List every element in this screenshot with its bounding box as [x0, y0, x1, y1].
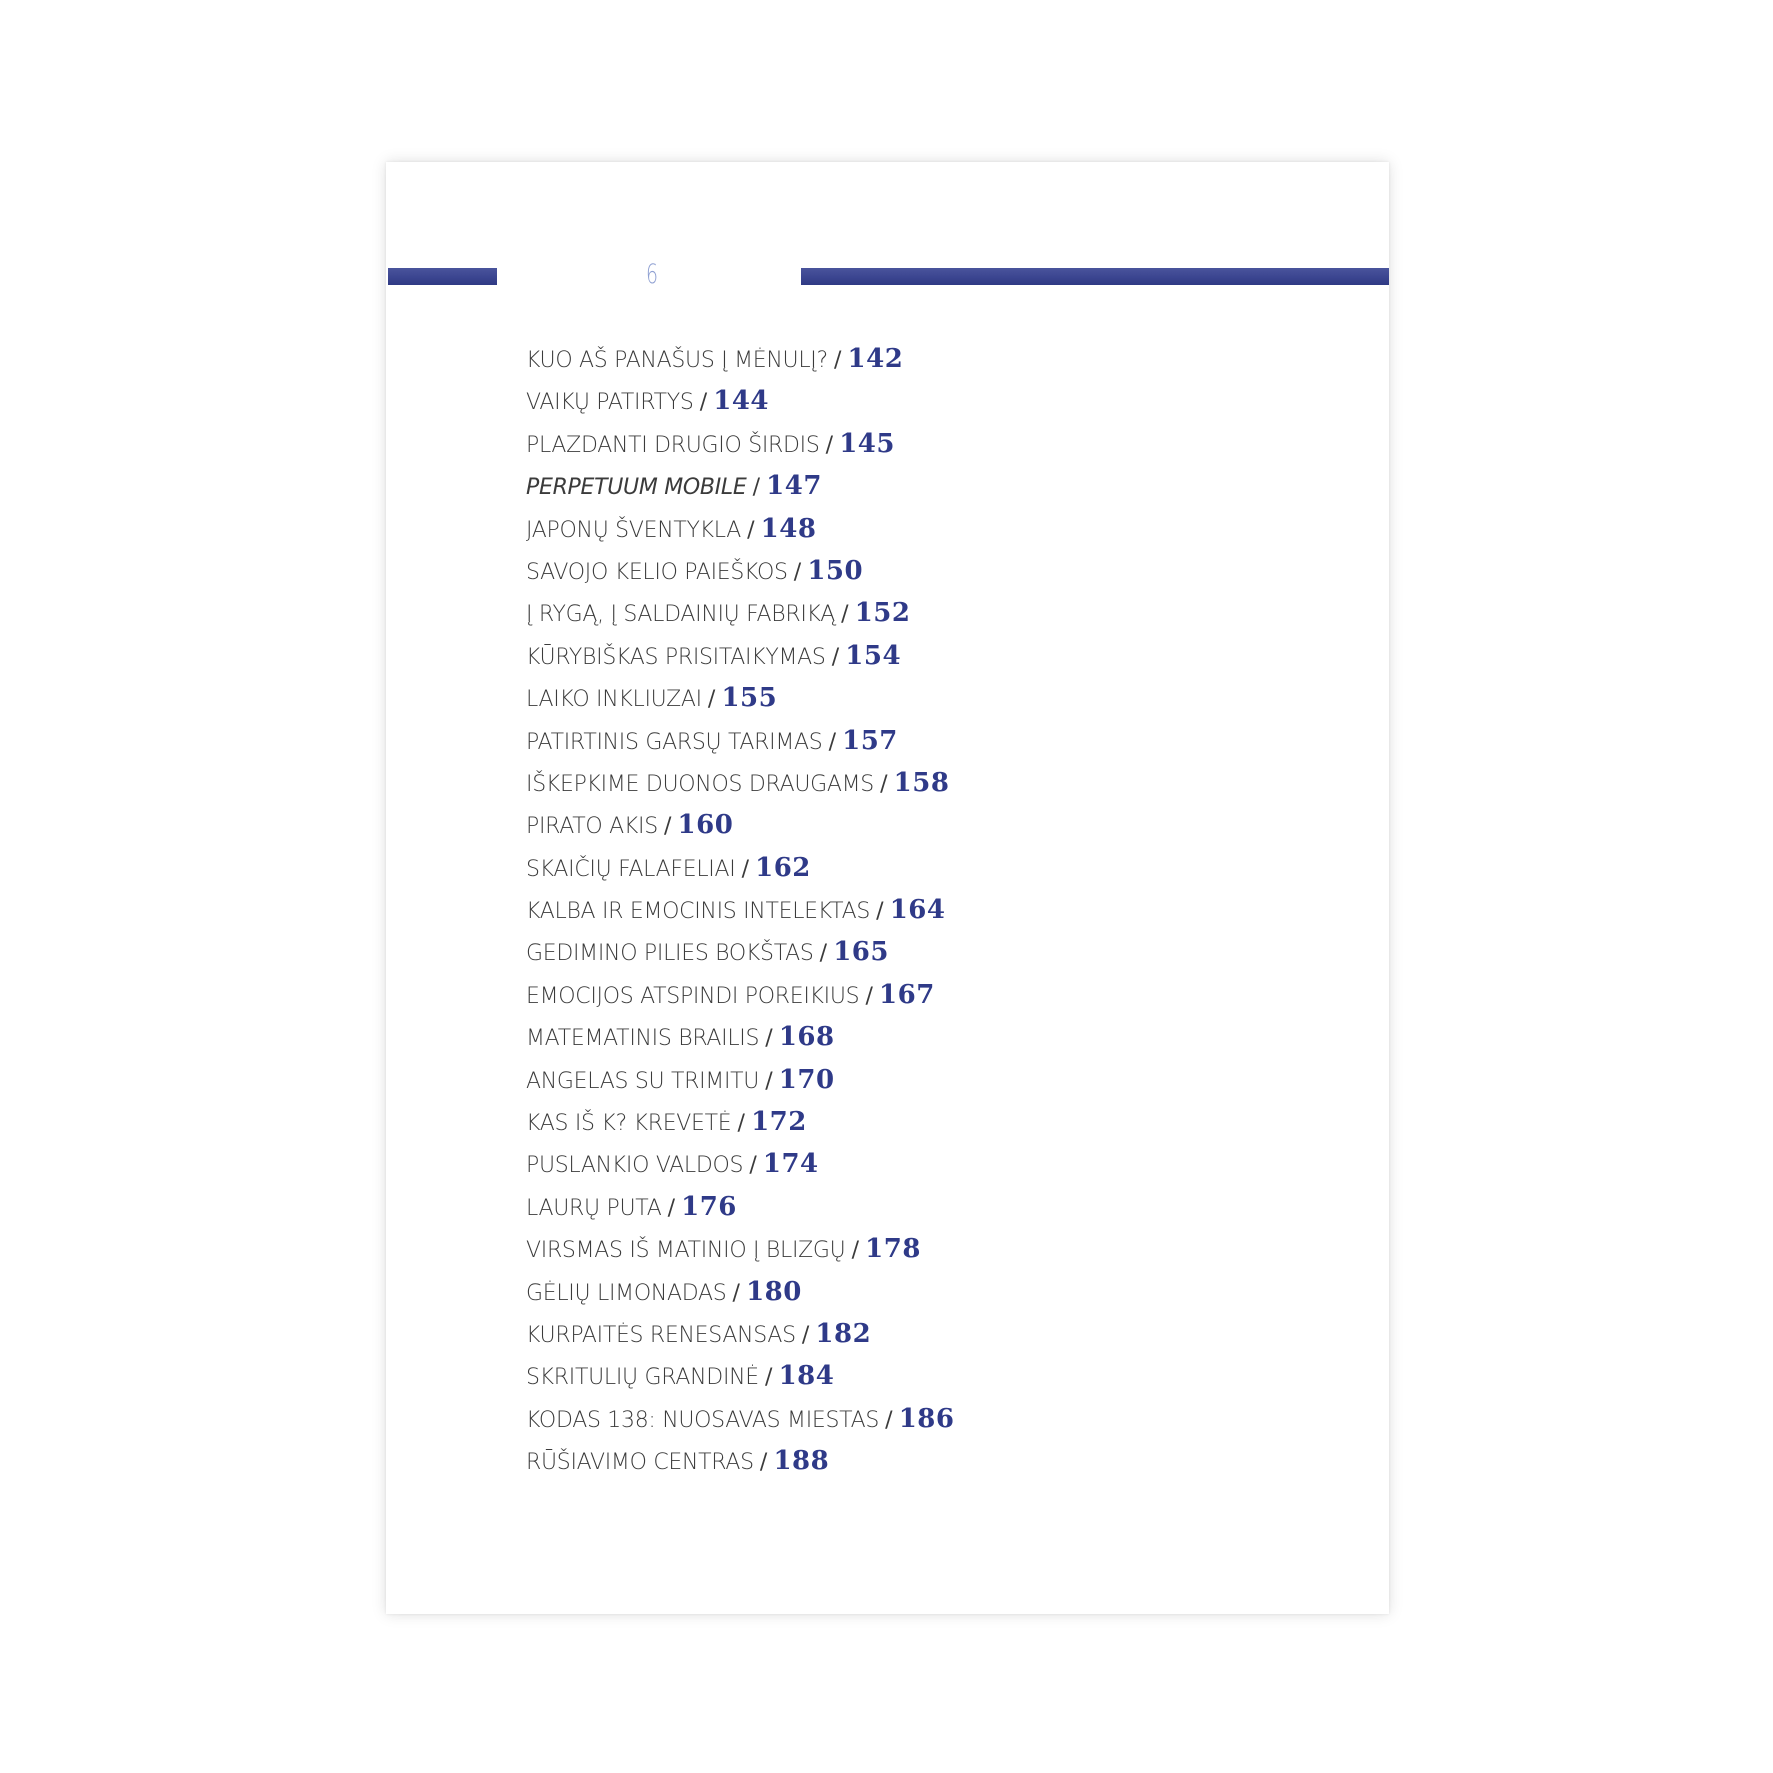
toc-entry [526, 762, 954, 804]
toc-entry-page-number: 180 [746, 1276, 802, 1307]
toc-entry-title: LAURŲ PUTA [526, 1195, 662, 1221]
toc-entry-page-number: 154 [845, 640, 902, 671]
toc-entry [526, 423, 954, 465]
toc-entry [526, 1186, 954, 1228]
toc-entry-page-number: 174 [762, 1149, 819, 1180]
toc-entry-separator: / [667, 1195, 675, 1221]
toc-entry-title: SKRITULIŲ GRANDINĖ [526, 1365, 759, 1391]
toc-entry-separator: / [765, 1068, 773, 1094]
toc-entry [526, 338, 954, 380]
toc-entry-title: KŪRYBIŠKAS PRISITAIKYMAS [526, 644, 826, 670]
toc-entry-page-number: 182 [815, 1318, 872, 1349]
toc-entry-title: PERPETUUM MOBILE [526, 475, 747, 501]
toc-entry-page-number: 178 [865, 1234, 921, 1265]
toc-entry [526, 1440, 954, 1482]
toc-entry-separator: / [749, 1153, 757, 1179]
toc-entry-title: KALBA IR EMOCINIS INTELEKTAS [526, 899, 871, 925]
table-of-contents [526, 338, 954, 1483]
toc-entry-title: SAVOJO KELIO PAIEŠKOS [526, 559, 788, 585]
toc-entry-title: KAS IŠ K? KREVETĖ [526, 1111, 732, 1137]
toc-entry-title: MATEMATINIS BRAILIS [526, 1026, 760, 1052]
toc-entry [526, 465, 954, 507]
toc-entry-separator: / [825, 432, 834, 458]
toc-entry-title: JAPONŲ ŠVENTYKLA [526, 517, 741, 543]
toc-entry [526, 1228, 954, 1270]
toc-entry-separator: / [765, 1026, 773, 1052]
toc-entry-page-number: 150 [807, 555, 864, 586]
toc-entry-title: PIRATO AKIS [526, 814, 658, 840]
toc-entry [526, 1143, 954, 1185]
toc-entry [526, 1398, 954, 1440]
toc-entry [526, 931, 954, 973]
toc-entry-page-number: 155 [721, 683, 778, 714]
toc-entry-title: ANGELAS SU TRIMITU [526, 1068, 760, 1094]
toc-entry-title: KUO AŠ PANAŠUS Į MĖNULĮ? [526, 348, 828, 373]
toc-entry-title: KURPAITĖS RENESANSAS [526, 1322, 796, 1348]
toc-entry-title: PATIRTINIS GARSŲ TARIMAS [526, 729, 823, 755]
toc-entry-title: VAIKŲ PATIRTYS [526, 390, 694, 416]
toc-entry-page-number: 142 [847, 344, 904, 374]
toc-entry [526, 804, 954, 846]
toc-entry-page-number: 145 [839, 428, 895, 459]
toc-entry-separator: / [732, 1280, 740, 1306]
toc-entry-separator: / [828, 729, 836, 755]
toc-entry-separator: / [664, 814, 672, 840]
toc-entry [526, 508, 954, 550]
toc-entry-separator: / [759, 1450, 768, 1476]
toc-entry-page-number: 170 [778, 1064, 835, 1095]
toc-entry-page-number: 172 [751, 1107, 807, 1138]
header-rule-right [801, 268, 1389, 285]
toc-entry-page-number: 152 [854, 598, 911, 629]
toc-entry-page-number: 157 [842, 725, 898, 756]
toc-entry-separator: / [885, 1407, 893, 1433]
toc-entry-title: EMOCIJOS ATSPINDI POREIKIUS [526, 983, 860, 1009]
toc-entry-separator: / [880, 771, 888, 797]
toc-entry [526, 550, 954, 592]
toc-entry-page-number: 158 [893, 767, 950, 798]
toc-entry-separator: / [707, 687, 716, 713]
toc-entry [526, 380, 954, 422]
toc-entry [526, 677, 954, 719]
toc-entry-title: LAIKO INKLIUZAI [526, 687, 702, 713]
toc-entry [526, 1271, 954, 1313]
toc-entry-separator: / [851, 1238, 860, 1264]
toc-entry [526, 1016, 954, 1058]
book-page [386, 162, 1389, 1614]
toc-entry-separator: / [841, 602, 849, 628]
toc-entry-title: IŠKEPKIME DUONOS DRAUGAMS [526, 771, 874, 797]
toc-entry-separator: / [831, 644, 840, 670]
toc-entry [526, 847, 954, 889]
page-number: 6 [646, 259, 659, 290]
toc-entry [526, 720, 954, 762]
toc-entry-title: GEDIMINO PILIES BOKŠTAS [526, 941, 814, 967]
toc-entry-separator: / [876, 899, 884, 925]
toc-entry-page-number: 168 [778, 1022, 835, 1053]
toc-entry-page-number: 184 [778, 1361, 835, 1392]
toc-entry-title: VIRSMAS IŠ MATINIO Į BLIZGŲ [526, 1238, 846, 1264]
toc-entry-page-number: 176 [681, 1191, 737, 1222]
header-rule-left [388, 268, 497, 285]
toc-entry-title: RŪŠIAVIMO CENTRAS [526, 1450, 754, 1476]
toc-entry [526, 1313, 954, 1355]
toc-entry [526, 1355, 954, 1397]
toc-entry-separator: / [747, 517, 755, 543]
toc-entry-separator: / [752, 475, 761, 501]
toc-entry-page-number: 147 [766, 471, 822, 502]
toc-entry-page-number: 188 [773, 1446, 830, 1477]
toc-entry-title: PUSLANKIO VALDOS [526, 1153, 744, 1179]
toc-entry-separator: / [865, 983, 873, 1009]
toc-entry-separator: / [801, 1322, 810, 1348]
toc-entry-page-number: 144 [713, 386, 770, 417]
toc-entry [526, 1101, 954, 1143]
toc-entry-separator: / [793, 559, 802, 585]
toc-entry [526, 1059, 954, 1101]
toc-entry-title: GĖLIŲ LIMONADAS [526, 1280, 727, 1306]
toc-entry [526, 635, 954, 677]
toc-entry-separator: / [765, 1365, 773, 1391]
toc-entry-title: SKAIČIŲ FALAFELIAI [526, 856, 736, 882]
toc-entry-title: PLAZDANTI DRUGIO ŠIRDIS [526, 432, 820, 458]
toc-entry-separator: / [741, 856, 749, 882]
toc-entry-separator: / [737, 1111, 745, 1137]
toc-entry-separator: / [819, 941, 828, 967]
toc-entry-title: Į RYGĄ, Į SALDAINIŲ FABRIKĄ [526, 602, 836, 628]
toc-entry-page-number: 165 [833, 937, 889, 968]
toc-entry-page-number: 162 [755, 852, 811, 883]
toc-entry [526, 592, 954, 634]
toc-entry-separator: / [699, 390, 708, 416]
toc-entry-page-number: 148 [760, 513, 817, 544]
toc-entry-page-number: 160 [677, 810, 734, 841]
toc-entry-title: KODAS 138: NUOSAVAS MIESTAS [526, 1407, 880, 1433]
toc-entry-page-number: 186 [898, 1403, 955, 1434]
toc-entry-separator: / [833, 348, 842, 373]
toc-entry [526, 974, 954, 1016]
toc-entry [526, 889, 954, 931]
toc-entry-page-number: 164 [889, 895, 946, 926]
toc-entry-page-number: 167 [879, 979, 935, 1010]
